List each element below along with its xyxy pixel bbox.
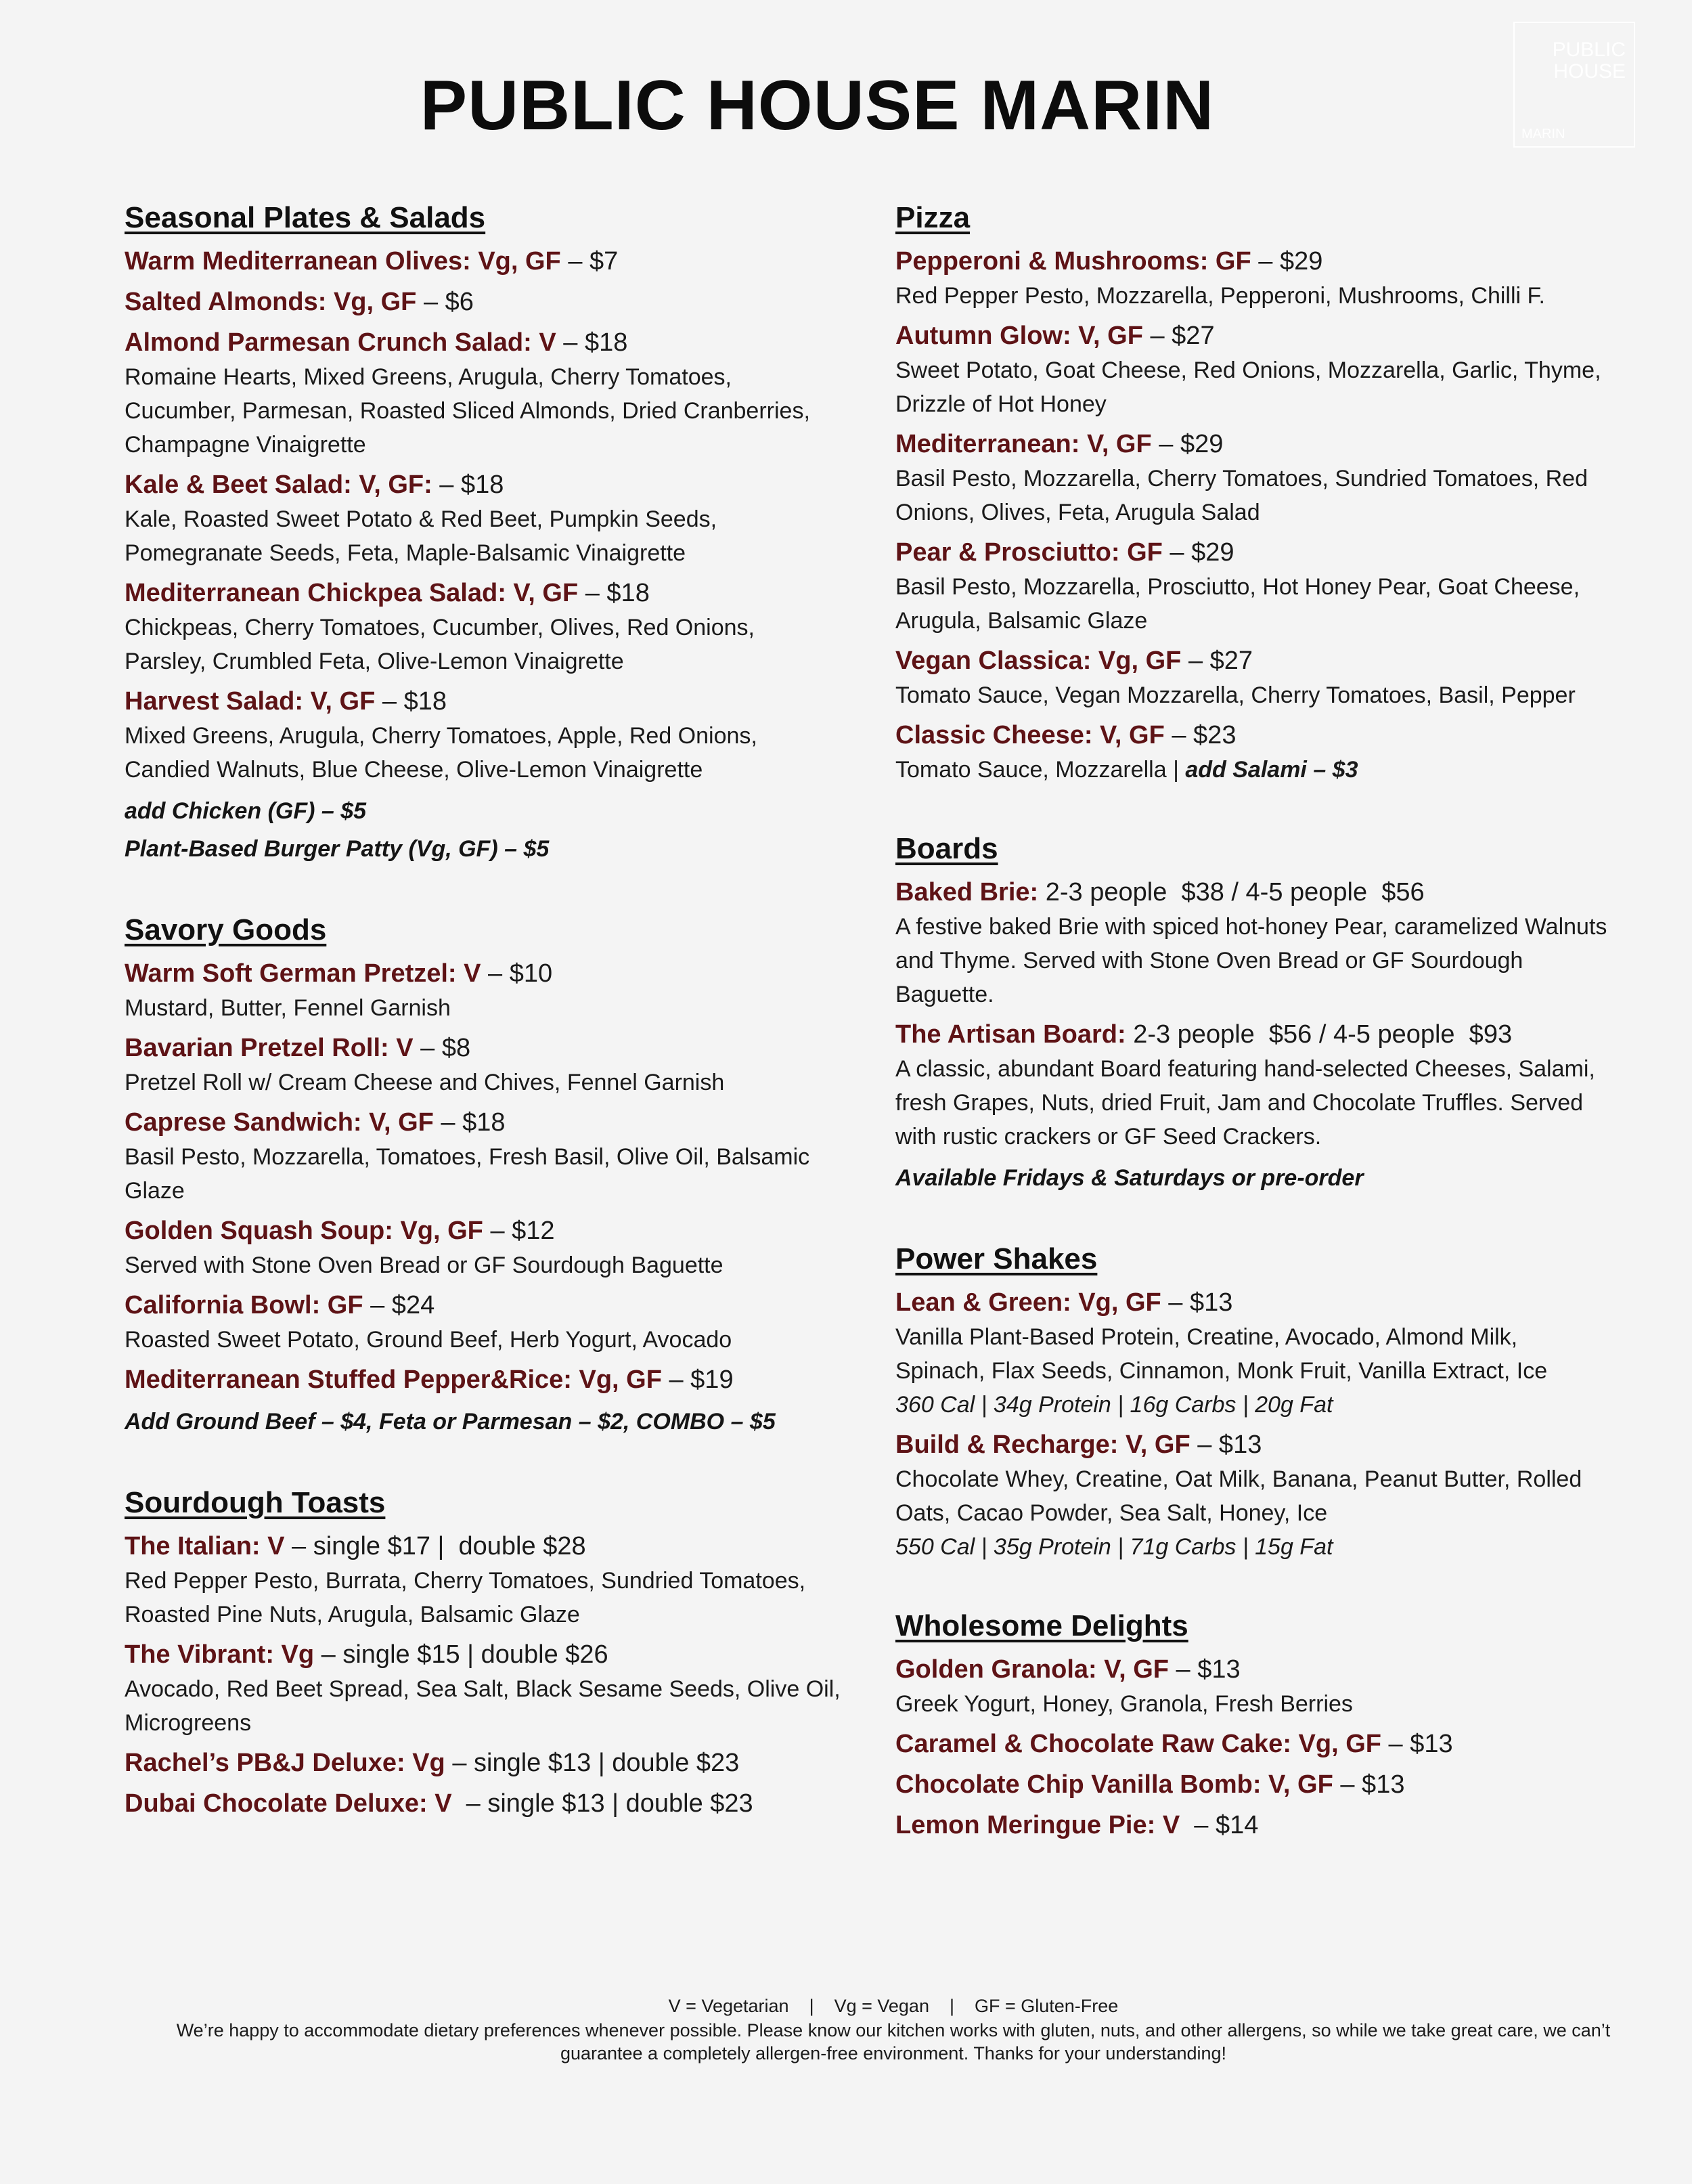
item-price: – $29: [1251, 247, 1323, 276]
menu-item-header: [125, 684, 842, 719]
item-description-text: Tomato Sauce, Mozzarella |: [895, 757, 1186, 783]
menu-item: [895, 643, 1613, 712]
item-price: – $27: [1181, 647, 1253, 675]
item-price: – $10: [481, 959, 553, 988]
item-price: – $13: [1169, 1655, 1241, 1684]
item-name: The Vibrant: Vg: [125, 1640, 315, 1669]
item-name: Lemon Meringue Pie: V: [895, 1811, 1180, 1839]
menu-item-header: [125, 956, 842, 991]
item-description: [895, 1462, 1613, 1530]
item-description: [895, 1687, 1613, 1721]
item-description-text: A classic, abundant Board featuring hand-selected Cheeses, Salami, fresh Grapes, Nuts, dried Fruit, Jam and Chocolate Truffles. Served with rustic crackers or GF Seed Crackers.: [895, 1056, 1595, 1150]
menu-item-header: [125, 244, 842, 279]
menu-item-header: [895, 1017, 1613, 1052]
menu-item-header: [895, 1652, 1613, 1687]
menu-section: [895, 1242, 1613, 1564]
section-title: Sourdough Toasts: [125, 1486, 386, 1519]
item-description-text: Roasted Sweet Potato, Ground Beef, Herb Yogurt, Avocado: [125, 1327, 732, 1353]
item-price: – single $15 | double $26: [314, 1640, 608, 1669]
menu-note: Plant-Based Burger Patty (Vg, GF) – $5: [125, 836, 550, 862]
item-price: – $18: [433, 1108, 506, 1137]
item-name: Caprese Sandwich: V, GF: [125, 1108, 434, 1137]
item-description-text: Greek Yogurt, Honey, Granola, Fresh Berries: [895, 1691, 1353, 1717]
item-description: [125, 1248, 842, 1282]
item-price: – $19: [661, 1366, 734, 1394]
item-price: – $13: [1161, 1288, 1233, 1317]
item-name: Baked Brie:: [895, 878, 1039, 907]
section-title: Savory Goods: [125, 913, 327, 946]
item-price: – $14: [1180, 1811, 1259, 1839]
item-name: Chocolate Chip Vanilla Bomb: V, GF: [895, 1770, 1333, 1799]
menu-item: [125, 325, 842, 462]
menu-item-header: [125, 325, 842, 360]
item-description: [125, 1140, 842, 1208]
menu-item: [125, 956, 842, 1025]
logo-text: PUBLIC HOUSE: [1552, 39, 1626, 83]
nutrition-info: 360 Cal | 34g Protein | 16g Carbs | 20g Fat: [895, 1392, 1333, 1418]
menu-section: [125, 200, 842, 868]
section-title: Pizza: [895, 201, 971, 234]
menu-item: [125, 244, 842, 279]
menu-item-header: [895, 318, 1613, 353]
item-description: [125, 1323, 842, 1357]
item-description-text: Tomato Sauce, Vegan Mozzarella, Cherry Tomatoes, Basil, Pepper: [895, 682, 1576, 708]
item-name: Bavarian Pretzel Roll: V: [125, 1034, 414, 1062]
item-description-text: Mustard, Butter, Fennel Garnish: [125, 995, 451, 1021]
menu-item: [895, 1767, 1613, 1802]
menu-item: [125, 1637, 842, 1740]
item-description: [895, 753, 1613, 787]
menu-item: [125, 1745, 842, 1781]
section-title: Power Shakes: [895, 1242, 1098, 1275]
menu-item: [895, 718, 1613, 787]
menu-item-header: [895, 1726, 1613, 1762]
item-description: [895, 353, 1613, 421]
item-price: – $29: [1162, 538, 1234, 567]
item-description: [125, 360, 842, 462]
item-name: Autumn Glow: V, GF: [895, 322, 1143, 350]
menu-item: [895, 1652, 1613, 1721]
item-description-text: Basil Pesto, Mozzarella, Prosciutto, Hot Honey Pear, Goat Cheese, Arugula, Balsamic Glaze: [895, 574, 1580, 634]
section-title: Wholesome Delights: [895, 1609, 1188, 1642]
item-description-text: Romaine Hearts, Mixed Greens, Arugula, Cherry Tomatoes, Cucumber, Parmesan, Roasted Sliced Almonds, Dried Cranberries, Champagne Vinaigrette: [125, 364, 810, 458]
item-price: – $13: [1381, 1730, 1453, 1758]
item-price: – $13: [1333, 1770, 1405, 1799]
item-name: Pepperoni & Mushrooms: GF: [895, 247, 1251, 276]
menu-item: [125, 1213, 842, 1282]
section-title: Seasonal Plates & Salads: [125, 201, 486, 234]
item-price: 2-3 people $38 / 4-5 people $56: [1038, 878, 1425, 907]
menu-item: [895, 1285, 1613, 1422]
menu-item: [895, 1726, 1613, 1762]
menu-item: [125, 1105, 842, 1208]
menu-note: add Chicken (GF) – $5: [125, 798, 367, 824]
item-name: Golden Granola: V, GF: [895, 1655, 1169, 1684]
menu-item-header: [895, 427, 1613, 462]
item-name: Mediterranean Chickpea Salad: V, GF: [125, 579, 579, 607]
item-price: – $18: [556, 328, 628, 357]
item-name: The Artisan Board:: [895, 1020, 1126, 1049]
menu-item: [125, 1030, 842, 1099]
item-description-text: Vanilla Plant-Based Protein, Creatine, Avocado, Almond Milk, Spinach, Flax Seeds, Cinnamon, Monk Fruit, Vanilla Extract, Ice: [895, 1324, 1548, 1384]
item-description: [125, 991, 842, 1025]
menu-item-header: [895, 643, 1613, 678]
menu-item-header: [125, 1362, 842, 1397]
item-name: Warm Soft German Pretzel: V: [125, 959, 481, 988]
item-price: – $18: [432, 471, 504, 499]
menu-item: [895, 535, 1613, 638]
item-name: Mediterranean: V, GF: [895, 430, 1152, 458]
item-description-text: A festive baked Brie with spiced hot-honey Pear, caramelized Walnuts and Thyme. Served with Stone Oven Bread or GF Sourdough Baguette.: [895, 914, 1607, 1007]
menu-item-header: [125, 1786, 842, 1821]
menu-item-header: [895, 244, 1613, 279]
item-name: Classic Cheese: V, GF: [895, 721, 1165, 749]
item-description: [125, 1066, 842, 1099]
logo-subtext: MARIN: [1521, 127, 1565, 141]
item-description-text: Basil Pesto, Mozzarella, Tomatoes, Fresh Basil, Olive Oil, Balsamic Glaze: [125, 1144, 810, 1204]
item-addon: add Salami – $3: [1185, 757, 1358, 783]
menu-item-header: [125, 284, 842, 320]
item-name: Golden Squash Soup: Vg, GF: [125, 1217, 483, 1245]
item-description-text: Basil Pesto, Mozzarella, Cherry Tomatoes, Sundried Tomatoes, Red Onions, Olives, Feta, Arugula Salad: [895, 466, 1588, 525]
menu-item: [895, 1427, 1613, 1564]
menu-section: [125, 1485, 842, 1821]
menu-item: [125, 284, 842, 320]
menu-item: [895, 318, 1613, 421]
item-description-text: Red Pepper Pesto, Mozzarella, Pepperoni, Mushrooms, Chilli F.: [895, 283, 1545, 309]
item-price: – $13: [1190, 1430, 1262, 1459]
footer: [135, 1994, 1651, 2065]
dietary-legend: V = Vegetarian | Vg = Vegan | GF = Gluten-Free: [668, 1996, 1119, 2016]
menu-item: [125, 1362, 842, 1397]
logo: [1513, 22, 1635, 148]
item-description: [125, 1564, 842, 1632]
menu-section: [895, 1609, 1613, 1843]
menu-item-header: [895, 1285, 1613, 1320]
item-description-text: Pretzel Roll w/ Cream Cheese and Chives, Fennel Garnish: [125, 1070, 725, 1095]
item-description: [895, 279, 1613, 313]
item-price: – $29: [1151, 430, 1224, 458]
item-description-text: Served with Stone Oven Bread or GF Sourdough Baguette: [125, 1252, 723, 1278]
item-description-text: Kale, Roasted Sweet Potato & Red Beet, Pumpkin Seeds, Pomegranate Seeds, Feta, Maple-Balsamic Vinaigrette: [125, 506, 717, 566]
item-description: [895, 462, 1613, 529]
item-description-text: Avocado, Red Beet Spread, Sea Salt, Black Sesame Seeds, Olive Oil, Microgreens: [125, 1676, 841, 1736]
item-description: [125, 1672, 842, 1740]
menu-item-header: [125, 1637, 842, 1672]
item-description-text: Chocolate Whey, Creatine, Oat Milk, Banana, Peanut Butter, Rolled Oats, Cacao Powder, Sea Salt, Honey, Ice: [895, 1466, 1582, 1526]
item-price: – single $13 | double $23: [445, 1749, 740, 1777]
item-price: – $24: [363, 1291, 435, 1319]
item-description-text: Red Pepper Pesto, Burrata, Cherry Tomatoes, Sundried Tomatoes, Roasted Pine Nuts, Arugula, Balsamic Glaze: [125, 1568, 806, 1628]
menu-section: [895, 831, 1613, 1197]
menu-item: [125, 575, 842, 678]
menu-item: [895, 244, 1613, 313]
item-name: Salted Almonds: Vg, GF: [125, 288, 417, 316]
menu-item: [895, 875, 1613, 1011]
menu-item-header: [125, 1529, 842, 1564]
item-description: [895, 570, 1613, 638]
menu-item-header: [125, 1105, 842, 1140]
item-description-text: Chickpeas, Cherry Tomatoes, Cucumber, Olives, Red Onions, Parsley, Crumbled Feta, Olive-Lemon Vinaigrette: [125, 615, 755, 674]
allergen-disclaimer: We’re happy to accommodate dietary preferences whenever possible. Please know our kitchen works with gluten, nuts, and other allergens, so while we take great care, we can’t guarantee a completely allergen-free environment. Thanks for your understanding!: [176, 2020, 1611, 2063]
menu-section: [125, 913, 842, 1441]
menu-item-header: [895, 535, 1613, 570]
item-name: Harvest Salad: V, GF: [125, 687, 376, 716]
item-price: – $27: [1142, 322, 1215, 350]
menu-item-header: [125, 575, 842, 611]
menu-item: [125, 1288, 842, 1357]
item-name: Rachel’s PB&J Deluxe: Vg: [125, 1749, 445, 1777]
item-description: [125, 611, 842, 678]
item-description: [895, 1320, 1613, 1388]
item-name: Vegan Classica: Vg, GF: [895, 647, 1182, 675]
menu-item: [895, 1017, 1613, 1154]
right-column: [895, 200, 1613, 1887]
item-name: California Bowl: GF: [125, 1291, 363, 1319]
menu-item: [895, 1808, 1613, 1843]
menu-item-header: [895, 1427, 1613, 1462]
left-column: [125, 200, 842, 1866]
item-description: [125, 719, 842, 787]
menu-section: [895, 200, 1613, 787]
page-title: PUBLIC HOUSE MARIN: [420, 66, 1215, 145]
item-description: [125, 502, 842, 570]
item-name: The Italian: V: [125, 1532, 285, 1560]
item-name: Warm Mediterranean Olives: Vg, GF: [125, 247, 561, 276]
menu-item-header: [895, 875, 1613, 910]
item-price: – $8: [413, 1034, 471, 1062]
menu-item-header: [895, 1767, 1613, 1802]
item-price: – $18: [578, 579, 650, 607]
menu-item: [125, 1786, 842, 1821]
item-name: Almond Parmesan Crunch Salad: V: [125, 328, 556, 357]
item-description: [895, 1052, 1613, 1154]
menu-item-header: [125, 1288, 842, 1323]
menu-note: Add Ground Beef – $4, Feta or Parmesan – $2, COMBO – $5: [125, 1409, 776, 1435]
item-price: – $12: [483, 1217, 555, 1245]
item-description: [895, 910, 1613, 1011]
item-name: Pear & Prosciutto: GF: [895, 538, 1163, 567]
item-price: – $7: [560, 247, 619, 276]
item-name: Mediterranean Stuffed Pepper&Rice: Vg, GF: [125, 1366, 662, 1394]
menu-item-header: [125, 467, 842, 502]
item-price: – $18: [375, 687, 447, 716]
item-name: Kale & Beet Salad: V, GF:: [125, 471, 432, 499]
item-price: – $23: [1164, 721, 1237, 749]
menu-item-header: [895, 1808, 1613, 1843]
item-name: Dubai Chocolate Deluxe: V: [125, 1789, 452, 1818]
item-description-text: Mixed Greens, Arugula, Cherry Tomatoes, Apple, Red Onions, Candied Walnuts, Blue Cheese, Olive-Lemon Vinaigrette: [125, 723, 757, 783]
item-name: Lean & Green: Vg, GF: [895, 1288, 1161, 1317]
item-name: Caramel & Chocolate Raw Cake: Vg, GF: [895, 1730, 1381, 1758]
menu-item: [895, 427, 1613, 529]
menu-item-header: [125, 1030, 842, 1066]
menu-item: [125, 467, 842, 570]
menu-item: [125, 1529, 842, 1632]
menu-item: [125, 684, 842, 787]
menu-item-header: [125, 1745, 842, 1781]
menu-note: Available Fridays & Saturdays or pre-order: [895, 1165, 1364, 1191]
item-description-text: Sweet Potato, Goat Cheese, Red Onions, Mozzarella, Garlic, Thyme, Drizzle of Hot Honey: [895, 357, 1601, 417]
menu-item-header: [125, 1213, 842, 1248]
item-name: Build & Recharge: V, GF: [895, 1430, 1190, 1459]
item-price: – $6: [416, 288, 474, 316]
item-price: – single $17 | double $28: [284, 1532, 586, 1560]
section-title: Boards: [895, 832, 998, 865]
item-price: – single $13 | double $23: [451, 1789, 753, 1818]
item-price: 2-3 people $56 / 4-5 people $93: [1126, 1020, 1513, 1049]
nutrition-info: 550 Cal | 35g Protein | 71g Carbs | 15g Fat: [895, 1534, 1333, 1560]
menu-item-header: [895, 718, 1613, 753]
item-description: [895, 678, 1613, 712]
